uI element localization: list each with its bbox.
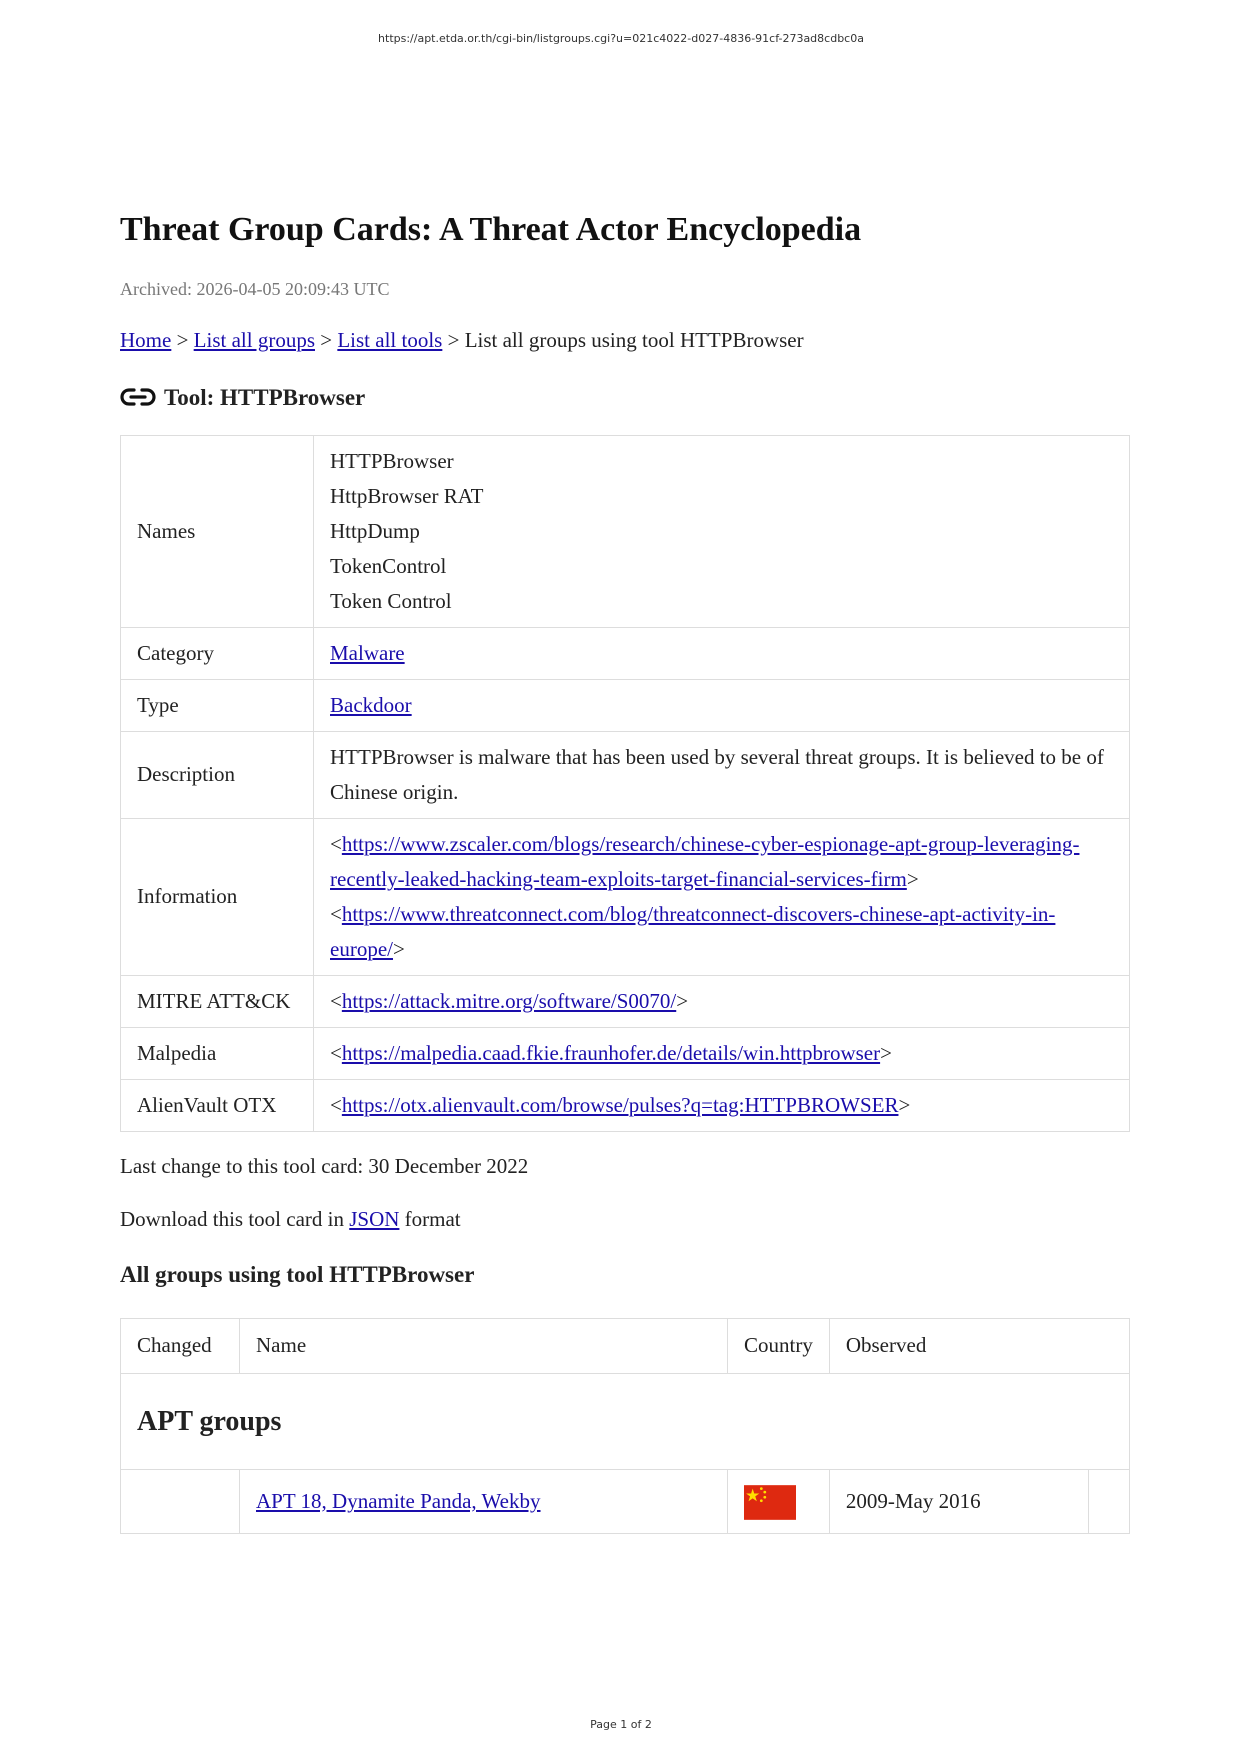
lt-bracket: <	[330, 1040, 342, 1065]
description-label: Description	[121, 731, 314, 818]
tool-card-table	[120, 435, 1130, 1132]
breadcrumb-list-tools-link[interactable]: List all tools	[337, 327, 443, 352]
description-row	[121, 731, 1130, 818]
malpedia-value	[314, 1027, 1130, 1079]
gt-bracket: >	[880, 1040, 892, 1065]
archived-timestamp: Archived: 2026-04-05 20:09:43 UTC	[120, 278, 390, 299]
mitre-row	[121, 975, 1130, 1027]
last-change-text: Last change to this tool card: 30 December 2022	[120, 1153, 529, 1178]
breadcrumb-home-link[interactable]: Home	[120, 327, 172, 352]
name-item: TokenControl	[330, 553, 447, 578]
name-item: Token Control	[330, 588, 452, 613]
description-value: HTTPBrowser is malware that has been used by several threat groups. It is believed to be of Chinese origin.	[314, 731, 1130, 818]
type-row	[121, 679, 1130, 731]
tool-heading	[120, 385, 1130, 411]
name-item: HttpBrowser RAT	[330, 483, 484, 508]
page-title: Threat Group Cards: A Threat Actor Encyclopedia	[120, 211, 862, 248]
section-row-apt-groups	[121, 1373, 1130, 1469]
breadcrumb-separator: >	[176, 327, 189, 352]
changed-cell	[121, 1469, 240, 1533]
tool-heading-text: Tool: HTTPBrowser	[164, 384, 366, 410]
mitre-value	[314, 975, 1130, 1027]
category-value	[314, 627, 1130, 679]
breadcrumb-current: List all groups using tool HTTPBrowser	[464, 327, 804, 352]
names-row	[121, 435, 1130, 627]
download-text	[120, 1207, 1130, 1232]
column-header-country: Country	[728, 1318, 830, 1373]
download-prefix: Download this tool card in	[120, 1206, 344, 1231]
china-flag-icon	[744, 1485, 796, 1520]
gt-bracket: >	[392, 936, 405, 961]
column-header-name: Name	[240, 1318, 728, 1373]
group-link-apt18[interactable]: APT 18, Dynamite Panda, Wekby	[256, 1488, 541, 1513]
breadcrumb-separator: >	[320, 327, 333, 352]
name-item: HTTPBrowser	[330, 448, 454, 473]
lt-bracket: <	[330, 901, 342, 926]
gt-bracket: >	[676, 988, 689, 1013]
otx-link[interactable]: https://otx.alienvault.com/browse/pulses?q=tag:HTTPBROWSER	[341, 1092, 899, 1117]
groups-table	[120, 1318, 1130, 1534]
malpedia-label: Malpedia	[121, 1027, 314, 1079]
breadcrumb-separator: >	[447, 327, 460, 352]
breadcrumb	[120, 328, 1130, 353]
header-url: https://apt.etda.or.th/cgi-bin/listgroups.cgi?u=021c4022-d027-4836-91cf-273ad8cdbc0a	[378, 32, 864, 45]
lt-bracket: <	[330, 1092, 342, 1117]
type-link[interactable]: Backdoor	[330, 692, 412, 717]
trailing-cell	[1089, 1469, 1130, 1533]
column-header-changed: Changed	[121, 1318, 240, 1373]
country-cell	[728, 1469, 830, 1533]
otx-value	[314, 1079, 1130, 1131]
link-icon	[120, 385, 156, 409]
gt-bracket: >	[898, 1092, 911, 1117]
otx-label: AlienVault OTX	[121, 1079, 314, 1131]
gt-bracket: >	[906, 866, 919, 891]
names-list	[314, 435, 1130, 627]
names-label: Names	[121, 435, 314, 627]
json-download-link[interactable]: JSON	[349, 1206, 400, 1231]
mitre-link[interactable]: https://attack.mitre.org/software/S0070/	[341, 988, 677, 1013]
section-title: APT groups	[121, 1373, 1130, 1469]
name-cell	[240, 1469, 728, 1533]
category-link[interactable]: Malware	[330, 640, 405, 665]
breadcrumb-list-groups-link[interactable]: List all groups	[193, 327, 315, 352]
type-label: Type	[121, 679, 314, 731]
info-link-zscaler[interactable]: https://www.zscaler.com/blogs/research/chinese-cyber-espionage-apt-group-leveraging-recently-leaked-hacking-team-exploits-target-financial-services-firm	[330, 831, 1080, 891]
information-label: Information	[121, 818, 314, 975]
lt-bracket: <	[330, 831, 342, 856]
information-row	[121, 818, 1130, 975]
table-row	[121, 1469, 1130, 1533]
malpedia-row	[121, 1027, 1130, 1079]
observed-cell: 2009-May 2016	[829, 1469, 1088, 1533]
name-item: HttpDump	[330, 518, 420, 543]
download-suffix: format	[404, 1206, 461, 1231]
mitre-label: MITRE ATT&CK	[121, 975, 314, 1027]
malpedia-link[interactable]: https://malpedia.caad.fkie.fraunhofer.de/details/win.httpbrowser	[341, 1040, 881, 1065]
groups-header-row	[121, 1318, 1130, 1373]
otx-row	[121, 1079, 1130, 1131]
category-label: Category	[121, 627, 314, 679]
page-number: Page 1 of 2	[590, 1718, 652, 1731]
main-content	[120, 210, 1130, 1534]
type-value	[314, 679, 1130, 731]
lt-bracket: <	[330, 988, 342, 1013]
groups-heading: All groups using tool HTTPBrowser	[120, 1261, 475, 1287]
category-row	[121, 627, 1130, 679]
info-link-threatconnect[interactable]: https://www.threatconnect.com/blog/threatconnect-discovers-chinese-apt-activity-in-europe/	[330, 901, 1056, 961]
column-header-observed: Observed	[829, 1318, 1129, 1373]
information-value	[314, 818, 1130, 975]
